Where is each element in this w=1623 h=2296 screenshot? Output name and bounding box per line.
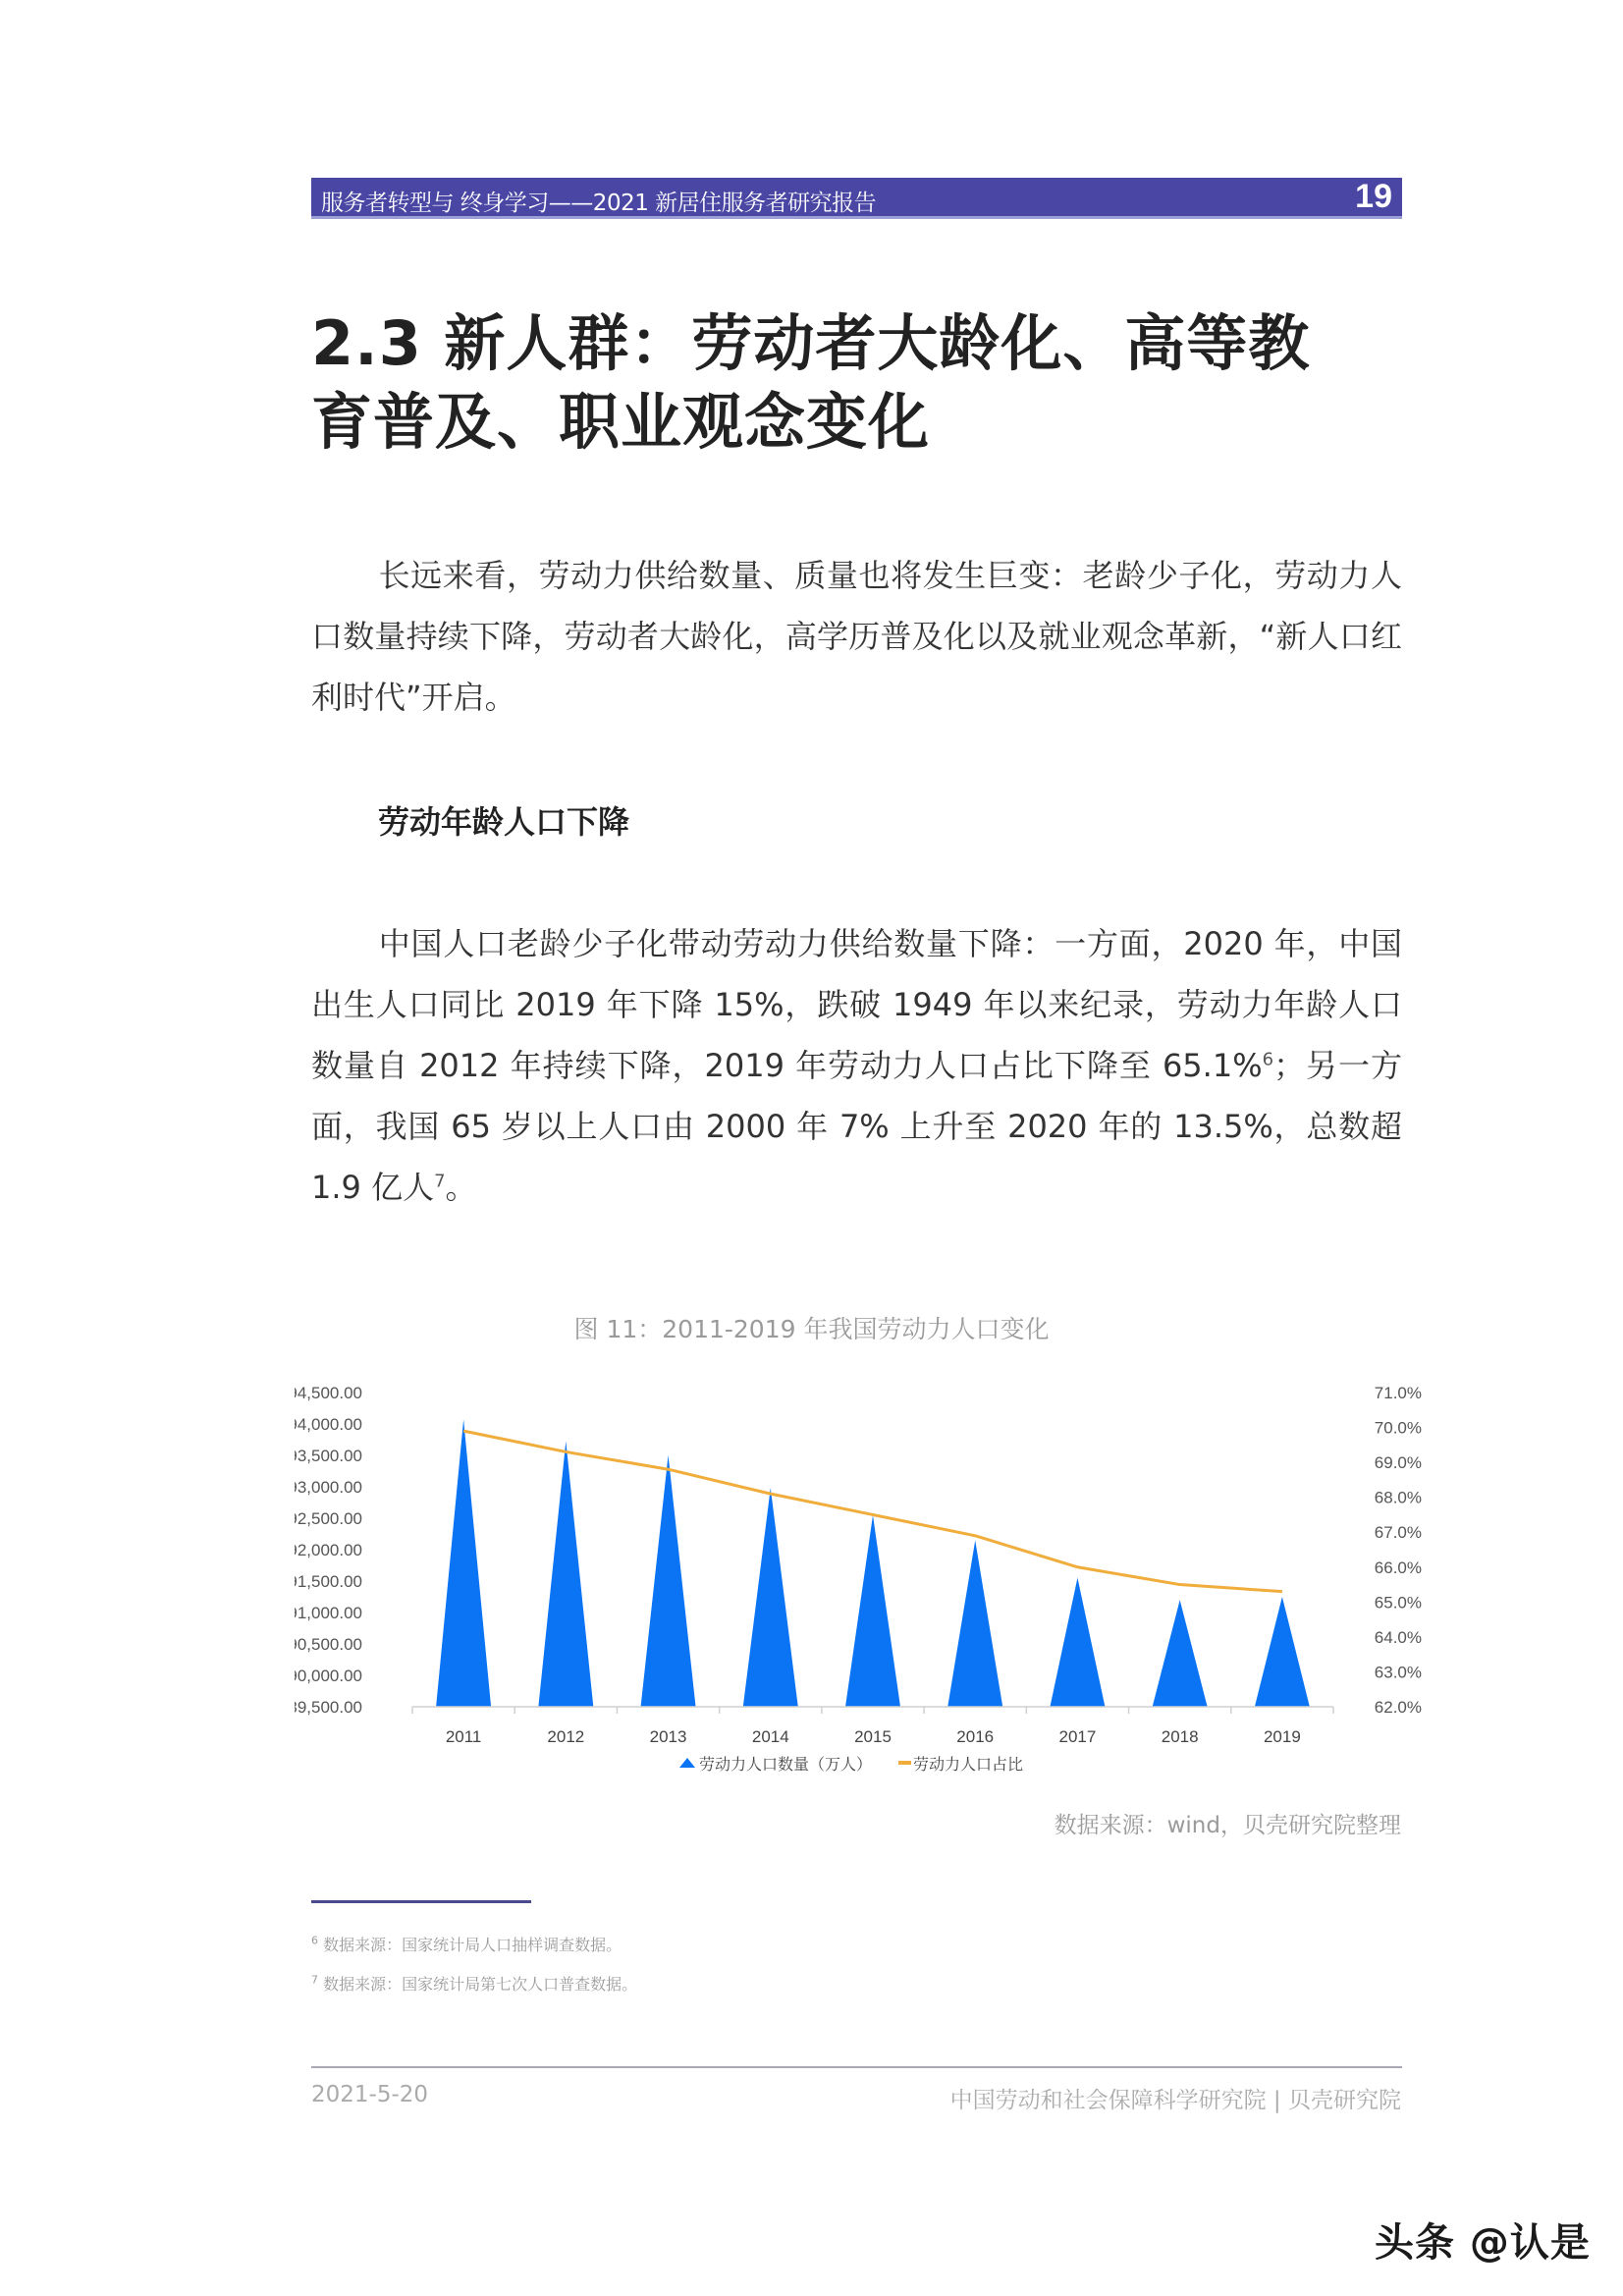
triangle-bar <box>641 1455 696 1707</box>
left-axis-tick: 91,000.00 <box>295 1604 362 1622</box>
legend-label-ratio: 劳动力人口占比 <box>913 1757 1024 1774</box>
x-axis-label: 2013 <box>649 1727 687 1746</box>
body-paragraph <box>311 913 1402 1218</box>
footnote-divider <box>311 1900 531 1903</box>
footer-date: 2021-5-20 <box>311 2082 429 2107</box>
legend-triangle-icon <box>679 1758 695 1768</box>
figure-caption: 图 11：2011-2019 年我国劳动力人口变化 <box>573 1315 1050 1343</box>
left-axis-tick: 92,500.00 <box>295 1509 362 1528</box>
labor-population-chart <box>295 1370 1434 1782</box>
right-axis <box>1375 1384 1422 1717</box>
page-number: 19 <box>1355 178 1392 215</box>
x-axis-label: 2017 <box>1058 1727 1097 1746</box>
footnote-ref-7[interactable]: 7 <box>434 1171 446 1192</box>
triangle-bar <box>743 1488 798 1707</box>
bar-series-labor-count <box>436 1419 1310 1707</box>
section-title <box>311 304 1411 462</box>
triangle-bar <box>436 1419 491 1707</box>
x-axis-label: 2018 <box>1161 1727 1199 1746</box>
x-axis-label: 2019 <box>1263 1727 1301 1746</box>
chart-legend <box>679 1755 1023 1774</box>
x-axis-label: 2012 <box>547 1727 585 1746</box>
right-axis-tick: 63.0% <box>1374 1663 1422 1682</box>
triangle-bar <box>1050 1578 1105 1707</box>
left-axis-tick: 93,500.00 <box>295 1447 362 1465</box>
triangle-bar <box>1153 1600 1208 1707</box>
right-axis-tick: 71.0% <box>1374 1384 1422 1402</box>
legend-label-count: 劳动力人口数量（万人） <box>699 1757 873 1774</box>
section-title-line1: 2.3 新人群：劳动者大龄化、高等教 <box>311 307 1311 379</box>
footnote-number: 7 <box>311 1973 318 1987</box>
triangle-bar <box>845 1515 900 1707</box>
footnote-ref-6[interactable]: 6 <box>1262 1049 1274 1070</box>
left-axis-tick: 90,000.00 <box>295 1667 362 1685</box>
left-axis-tick: 91,500.00 <box>295 1572 362 1591</box>
right-axis-tick: 67.0% <box>1374 1523 1422 1543</box>
right-axis-tick: 70.0% <box>1374 1418 1422 1438</box>
intro-text: 长远来看，劳动力供给数量、质量也将发生巨变：老龄少子化，劳动力人口数量持续下降，劳动者大龄化，高学历普及化以及就业观念革新，“新人口红利时代”开启。 <box>311 557 1402 716</box>
body-text-3: 。 <box>445 1169 477 1206</box>
right-axis-tick: 65.0% <box>1374 1593 1422 1613</box>
left-axis-tick: 94,500.00 <box>295 1384 362 1402</box>
footnote-text: 数据来源：国家统计局人口抽样调查数据。 <box>323 1936 622 1954</box>
intro-paragraph <box>311 545 1402 728</box>
left-axis <box>295 1384 362 1717</box>
right-axis-tick: 69.0% <box>1374 1453 1422 1473</box>
right-axis-tick: 62.0% <box>1374 1698 1422 1717</box>
x-axis <box>412 1707 1333 1746</box>
footnote-7 <box>311 1972 637 1995</box>
triangle-bar <box>947 1541 1002 1707</box>
footnote-text: 数据来源：国家统计局第七次人口普查数据。 <box>323 1975 638 1994</box>
footnote-number: 6 <box>311 1934 318 1947</box>
report-title: 服务者转型与 终身学习——2021 新居住服务者研究报告 <box>321 191 877 216</box>
x-axis-label: 2015 <box>854 1727 892 1746</box>
footer-organization: 中国劳动和社会保障科学研究院 | 贝壳研究院 <box>949 2088 1401 2113</box>
left-axis-tick: 94,000.00 <box>295 1415 362 1434</box>
x-axis-label: 2014 <box>751 1727 789 1746</box>
x-axis-label: 2016 <box>956 1727 995 1746</box>
right-axis-tick: 68.0% <box>1374 1488 1422 1507</box>
running-header <box>311 178 1402 219</box>
footer-divider <box>311 2066 1402 2068</box>
right-axis-tick: 66.0% <box>1374 1558 1422 1577</box>
body-text-2: ；另一方面，我国 65 岁以上人口由 2000 年 7% 上升至 2020 年的 13.5%，总数超 1.9 亿人 <box>311 1047 1402 1206</box>
section-title-line2: 育普及、职业观念变化 <box>311 386 931 458</box>
triangle-bar <box>538 1441 593 1707</box>
left-axis-tick: 93,000.00 <box>295 1478 362 1497</box>
triangle-bar <box>1255 1597 1310 1707</box>
data-source: 数据来源：wind，贝壳研究院整理 <box>1054 1813 1401 1838</box>
left-axis-tick: 89,500.00 <box>295 1698 362 1717</box>
body-text-1: 中国人口老龄少子化带动劳动力供给数量下降：一方面，2020 年，中国出生人口同比 2019 年下降 15%，跌破 1949 年以来纪录，劳动力年龄人口数量自 2012 年持续下降，2019 年劳动力人口占比下降至 65.1% <box>311 925 1402 1084</box>
watermark: 头条 @认是 <box>1375 2220 1591 2266</box>
sub-heading: 劳动年龄人口下降 <box>378 803 630 841</box>
x-axis-label: 2011 <box>445 1727 482 1746</box>
left-axis-tick: 92,000.00 <box>295 1541 362 1559</box>
footnote-6 <box>311 1933 622 1955</box>
left-axis-tick: 90,500.00 <box>295 1635 362 1654</box>
right-axis-tick: 64.0% <box>1374 1627 1422 1647</box>
